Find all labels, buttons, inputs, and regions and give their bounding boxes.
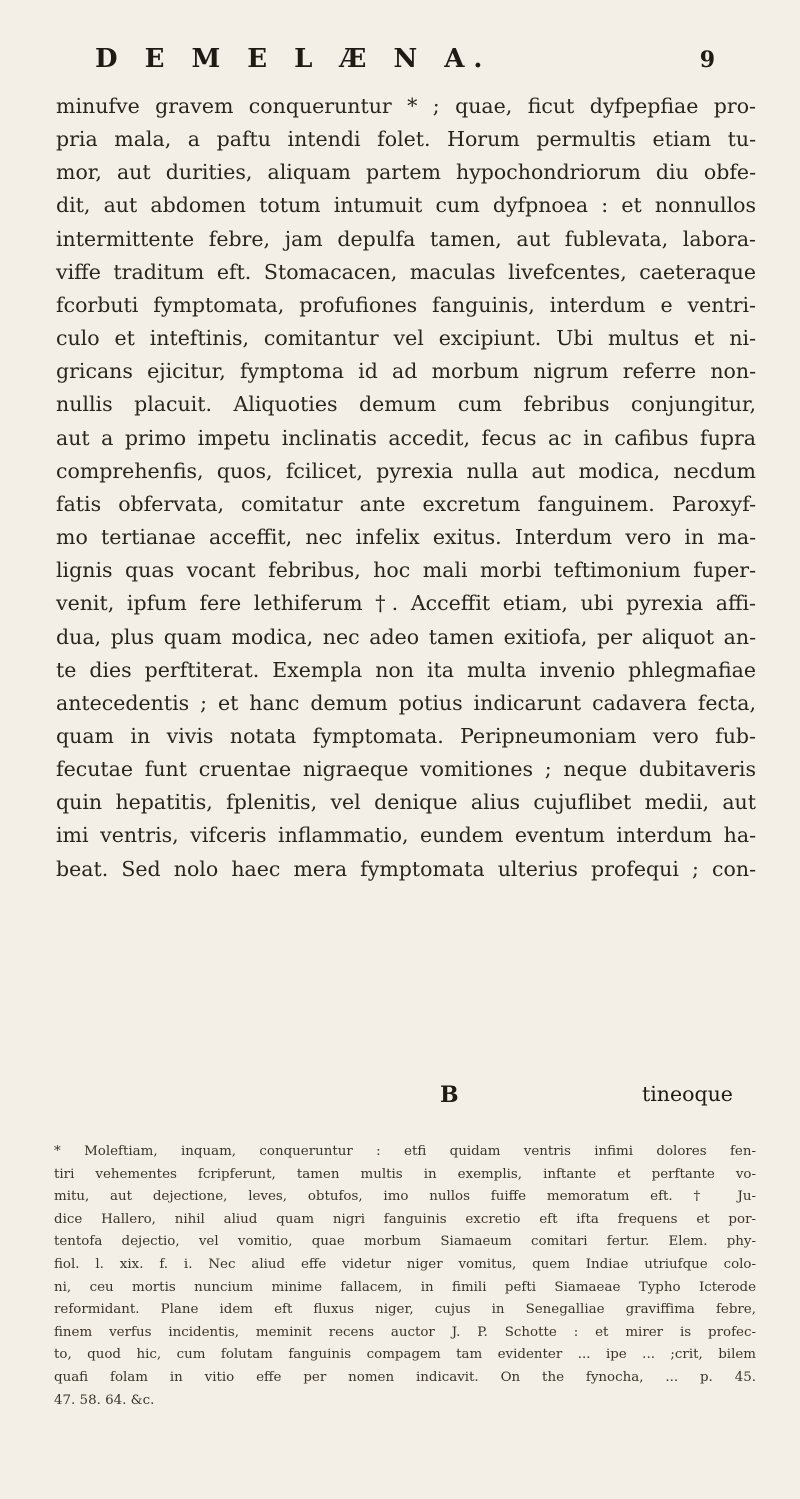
footnote-line: reformidant. Plane idem eft fluxus niger, cujus in Senegalliae graviffima febre,: [54, 1302, 756, 1318]
text-line: dit, aut abdomen totum intumuit cum dyfpnoea : et nonnullos: [56, 193, 756, 218]
text-line: beat. Sed nolo haec mera fymptomata ulterius profequi ; con-: [56, 856, 756, 881]
text-line: gricans ejicitur, fymptoma id ad morbum nigrum referre non-: [56, 359, 756, 384]
text-line: fatis obfervata, comitatur ante excretum fanguinem. Paroxyf-: [56, 491, 756, 516]
catchword: tineoque: [642, 1082, 733, 1106]
page-number: 9: [699, 47, 715, 73]
footnote-line: to, quod hic, cum folutam fanguinis compagem tam evidenter ... ipe ... ;crit, bilem: [54, 1347, 756, 1363]
footnote-line: 47. 58. 64. &c.: [54, 1392, 155, 1408]
running-head: [95, 44, 715, 74]
footnote-line: tentofa dejectio, vel vomitio, quae morbum Siamaeum comitari fertur. Elem. phy-: [54, 1234, 756, 1250]
footnote-line: ni, ceu mortis nuncium minime fallacem, in fimili pefti Siamaeae Typho Icterode: [54, 1279, 756, 1295]
text-line: fecutae funt cruentae nigraeque vomitiones ; neque dubitaveris: [56, 757, 756, 782]
text-line: culo et inteftinis, comitantur vel excipiunt. Ubi multus et ni-: [56, 326, 756, 351]
text-line: nullis placuit. Aliquoties demum cum febribus conjungitur,: [56, 392, 756, 417]
text-line: dua, plus quam modica, nec adeo tamen exitiofa, per aliquot an-: [56, 624, 756, 649]
footnote-line: mitu, aut dejectione, leves, obtufos, imo nullos fuiffe memoratum eft. † Ju-: [54, 1189, 756, 1205]
text-line: venit, ipfum fere lethiferum †. Acceffit etiam, ubi pyrexia affi-: [56, 591, 756, 616]
footnote-line: fiol. l. xix. f. i. Nec aliud effe videtur niger vomitus, quem Indiae utriufque colo-: [54, 1256, 756, 1272]
text-line: te dies perftiterat. Exempla non ita multa invenio phlegmafiae: [56, 657, 756, 682]
footnote-line: finem verfus incidentis, meminit recens auctor J. P. Schotte : et mirer is profec-: [54, 1324, 756, 1340]
footnote-line: quafi folam in vitio effe per nomen indicavit. On the fynocha, ... p. 45.: [54, 1369, 756, 1385]
footnote-line: dice Hallero, nihil aliud quam nigri fanguinis excretio eft ifta frequens et por-: [54, 1211, 756, 1227]
text-line: intermittente febre, jam depulfa tamen, aut fublevata, labora-: [56, 226, 756, 251]
text-line: mor, aut durities, aliquam partem hypochondriorum diu obfe-: [56, 160, 756, 185]
text-line: imi ventris, vifceris inflammatio, eundem eventum interdum ha-: [56, 823, 756, 848]
signature-mark: B: [440, 1082, 459, 1108]
text-line: quam in vivis notata fymptomata. Peripneumoniam vero fub-: [56, 723, 756, 748]
footnotes: [54, 1141, 756, 1412]
running-title: D E M E L Æ N A.: [95, 44, 492, 74]
text-line: pria mala, a paftu intendi folet. Horum permultis etiam tu-: [56, 127, 756, 152]
text-line: aut a primo impetu inclinatis accedit, fecus ac in cafibus fupra: [56, 425, 756, 450]
text-line: antecedentis ; et hanc demum potius indicarunt cadavera fecta,: [56, 690, 756, 715]
text-line: comprehenfis, quos, fcilicet, pyrexia nulla aut modica, necdum: [56, 458, 756, 483]
text-line: lignis quas vocant febribus, hoc mali morbi teftimonium fuper-: [56, 558, 756, 583]
text-line: minufve gravem conqueruntur * ; quae, ficut dyfpepfiae pro-: [56, 94, 756, 118]
text-line: quin hepatitis, fplenitis, vel denique alius cujuflibet medii, aut: [56, 790, 756, 815]
text-line: mo tertianae acceffit, nec infelix exitus. Interdum vero in ma-: [56, 525, 756, 550]
body-text: [56, 90, 756, 886]
text-line: fcorbuti fymptomata, profufiones fanguinis, interdum e ventri-: [56, 292, 756, 317]
footnote-line: tiri vehementes fcripferunt, tamen multis in exemplis, inftante et perftante vo-: [54, 1166, 756, 1182]
footnote-line: * Moleftiam, inquam, conqueruntur : etfi quidam ventris infimi dolores fen-: [54, 1144, 756, 1159]
text-line: viffe traditum eft. Stomacacen, maculas livefcentes, caeteraque: [56, 259, 756, 284]
